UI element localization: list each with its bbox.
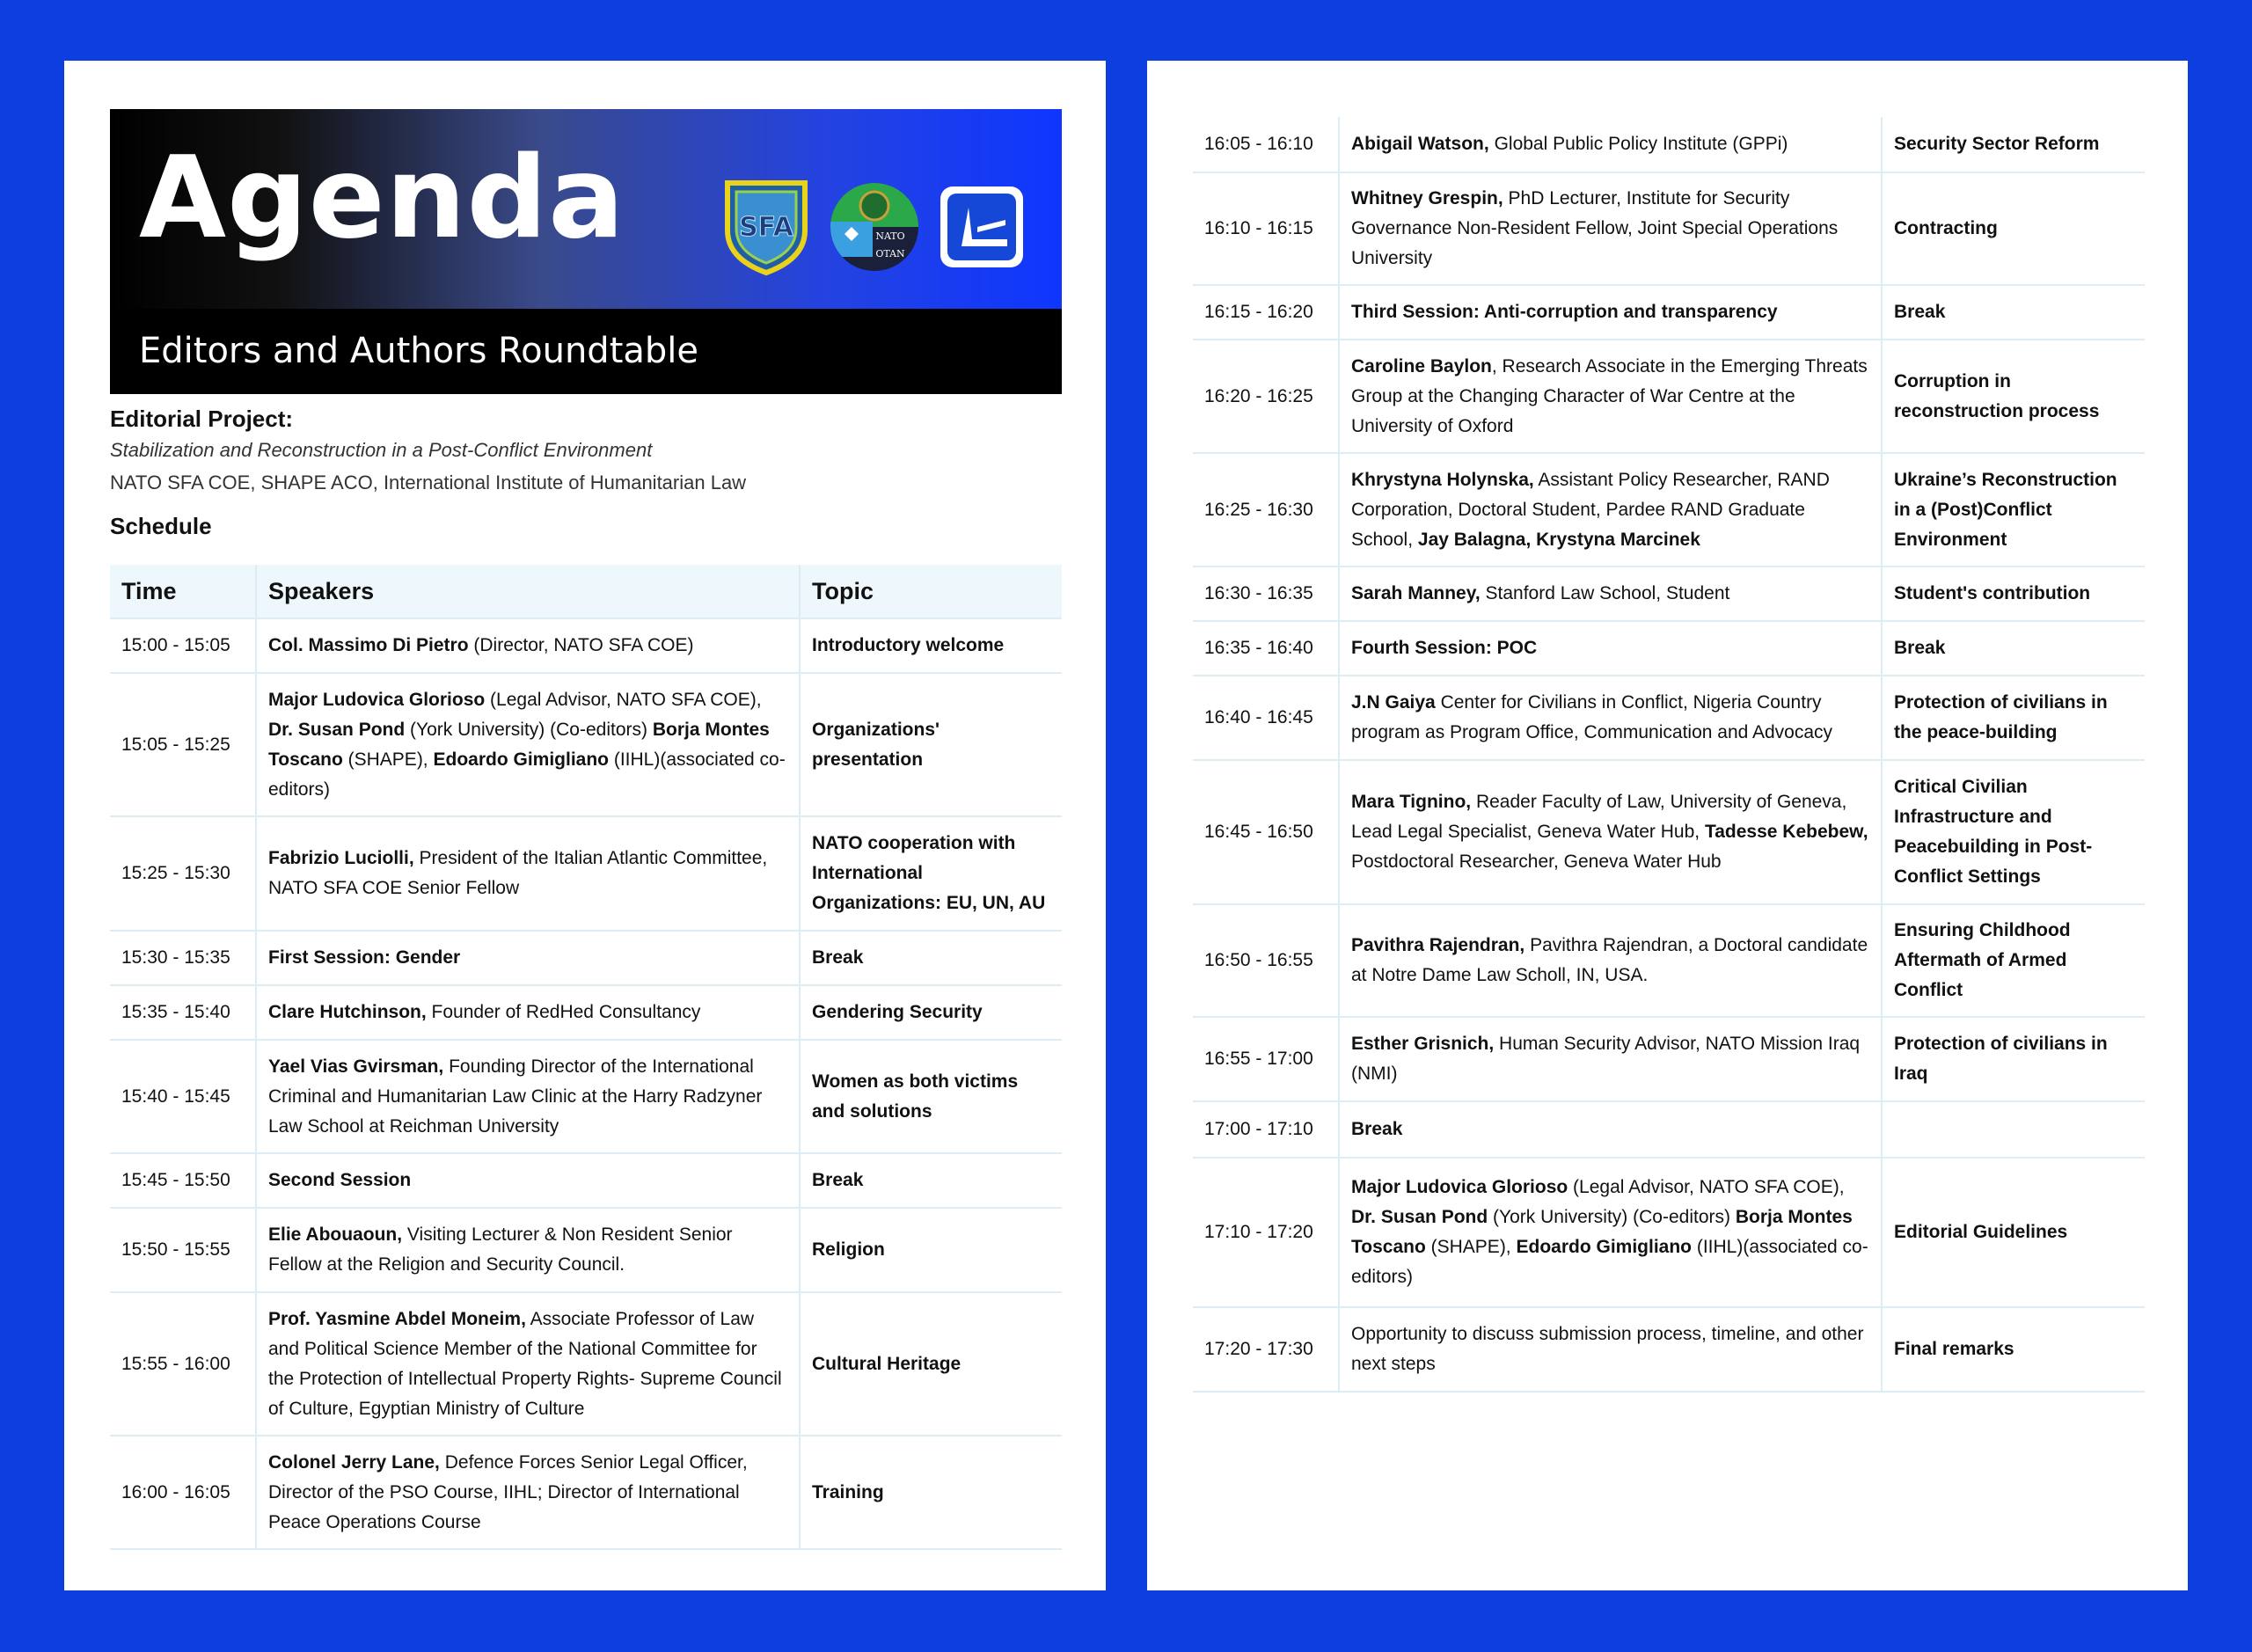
sfa-coe-logo [720,178,812,276]
topic-cell: Break [1882,621,2145,676]
speakers-cell: Sarah Manney, Stanford Law School, Student [1339,567,1882,621]
table-row [1193,904,2145,1017]
editorial-project-title: Stabilization and Reconstruction in a Post-Conflict Environment [110,439,653,461]
time-cell: 16:45 - 16:50 [1193,760,1339,904]
table-row [110,1292,1062,1436]
speakers-cell: Yael Vias Gvirsman, Founding Director of the International Criminal and Humanitarian Law Clinic at the Harry Radzyner Law School at Reichman University [256,1040,800,1153]
table-header-row [110,565,1062,618]
table-row [1193,1101,2145,1158]
schedule-heading: Schedule [110,513,212,539]
speakers-column-header: Speakers [256,565,800,618]
table-row [110,673,1062,816]
topic-cell: Protection of civilians in the peace-building [1882,676,2145,760]
speakers-cell: Third Session: Anti-corruption and transparency [1339,285,1882,340]
time-cell: 17:00 - 17:10 [1193,1101,1339,1158]
agenda-banner [110,109,1062,394]
topic-cell: Corruption in reconstruction process [1882,340,2145,453]
topic-cell: Critical Civilian Infrastructure and Peacebuilding in Post-Conflict Settings [1882,760,2145,904]
speakers-cell: Prof. Yasmine Abdel Moneim, Associate Professor of Law and Political Science Member of the National Committee for the Protection of Intellectual Property Rights- Supreme Council of Culture, Egyptian Ministry of Culture [256,1292,800,1436]
table-row [110,1208,1062,1292]
topic-cell: Protection of civilians in Iraq [1882,1017,2145,1101]
table-row [1193,117,2145,172]
topic-cell: Ensuring Childhood Aftermath of Armed Conflict [1882,904,2145,1017]
time-cell: 16:35 - 16:40 [1193,621,1339,676]
speakers-cell: Opportunity to discuss submission process, timeline, and other next steps [1339,1307,1882,1392]
speakers-cell: First Session: Gender [256,931,800,985]
speakers-cell: Whitney Grespin, PhD Lecturer, Institute for Security Governance Non-Resident Fellow, Joint Special Operations University [1339,172,1882,285]
speakers-cell: Elie Abouaoun, Visiting Lecturer & Non Resident Senior Fellow at the Religion and Security Council. [256,1208,800,1292]
speakers-cell: Pavithra Rajendran, Pavithra Rajendran, a Doctoral candidate at Notre Dame Law Scholl, IN, USA. [1339,904,1882,1017]
topic-cell: Contracting [1882,172,2145,285]
speakers-cell: Second Session [256,1153,800,1208]
topic-cell: Gendering Security [800,985,1062,1040]
speakers-cell: Major Ludovica Glorioso (Legal Advisor, NATO SFA COE), Dr. Susan Pond (York University) (Co-editors) Borja Montes Toscano (SHAPE), Edoardo Gimigliano (IIHL)(associated co-editors) [1339,1158,1882,1307]
table-row [1193,285,2145,340]
topic-cell: Ukraine’s Reconstruction in a (Post)Conflict Environment [1882,453,2145,567]
agenda-page-right [1147,61,2188,1590]
break-cell: Break [1339,1101,1882,1158]
topic-cell: Religion [800,1208,1062,1292]
speakers-cell: Colonel Jerry Lane, Defence Forces Senior Legal Officer, Director of the PSO Course, IIHL; Director of International Peace Operations Course [256,1436,800,1549]
topic-cell: Organizations' presentation [800,673,1062,816]
speakers-cell: Caroline Baylon, Research Associate in the Emerging Threats Group at the Changing Character of War Centre at the University of Oxford [1339,340,1882,453]
speakers-cell: Major Ludovica Glorioso (Legal Advisor, NATO SFA COE), Dr. Susan Pond (York University) (Co-editors) Borja Montes Toscano (SHAPE), Edoardo Gimigliano (IIHL)(associated co-editors) [256,673,800,816]
schedule-table-left [110,565,1062,1550]
nato-otan-logo [829,178,920,276]
time-cell: 16:25 - 16:30 [1193,453,1339,567]
time-cell: 16:20 - 16:25 [1193,340,1339,453]
page-title: Agenda [139,133,625,264]
table-row [110,985,1062,1040]
table-row [110,816,1062,931]
topic-column-header: Topic [800,565,1062,618]
time-cell: 16:30 - 16:35 [1193,567,1339,621]
speakers-cell: J.N Gaiya Center for Civilians in Conflict, Nigeria Country program as Program Office, Communication and Advocacy [1339,676,1882,760]
table-row [1193,172,2145,285]
topic-cell: Security Sector Reform [1882,117,2145,172]
topic-cell: Editorial Guidelines [1882,1158,2145,1307]
time-cell: 15:55 - 16:00 [110,1292,256,1436]
topic-cell [1882,1101,2145,1158]
time-cell: 15:00 - 15:05 [110,618,256,673]
topic-cell: NATO cooperation with International Organizations: EU, UN, AU [800,816,1062,931]
time-cell: 15:40 - 15:45 [110,1040,256,1153]
table-row [110,618,1062,673]
time-cell: 16:40 - 16:45 [1193,676,1339,760]
table-row [110,1153,1062,1208]
topic-cell: Training [800,1436,1062,1549]
topic-cell: Final remarks [1882,1307,2145,1392]
time-cell: 15:45 - 15:50 [110,1153,256,1208]
iihl-logo [937,178,1028,276]
editorial-project-organizations: NATO SFA COE, SHAPE ACO, International Institute of Humanitarian Law [110,471,747,493]
time-cell: 15:05 - 15:25 [110,673,256,816]
time-cell: 16:00 - 16:05 [110,1436,256,1549]
table-row [1193,1158,2145,1307]
speakers-cell: Fabrizio Luciolli, President of the Italian Atlantic Committee, NATO SFA COE Senior Fellow [256,816,800,931]
table-row [1193,1017,2145,1101]
table-row [1193,676,2145,760]
time-cell: 16:15 - 16:20 [1193,285,1339,340]
time-cell: 16:10 - 16:15 [1193,172,1339,285]
schedule-table-right [1193,117,2145,1393]
time-column-header: Time [110,565,256,618]
svg-text:OTAN: OTAN [875,248,905,259]
speakers-cell: Mara Tignino, Reader Faculty of Law, University of Geneva, Lead Legal Specialist, Geneva Water Hub, Tadesse Kebebew, Postdoctoral Researcher, Geneva Water Hub [1339,760,1882,904]
time-cell: 15:25 - 15:30 [110,816,256,931]
table-row [1193,453,2145,567]
topic-cell: Cultural Heritage [800,1292,1062,1436]
table-row [1193,621,2145,676]
topic-cell: Introductory welcome [800,618,1062,673]
editorial-project-label: Editorial Project: [110,406,294,432]
page-subtitle: Editors and Authors Roundtable [110,309,1062,394]
speakers-cell: Khrystyna Holynska, Assistant Policy Researcher, RAND Corporation, Doctoral Student, Pardee RAND Graduate School, Jay Balagna, Krystyna Marcinek [1339,453,1882,567]
time-cell: 17:10 - 17:20 [1193,1158,1339,1307]
table-row [1193,567,2145,621]
time-cell: 17:20 - 17:30 [1193,1307,1339,1392]
speakers-cell: Esther Grisnich, Human Security Advisor, NATO Mission Iraq (NMI) [1339,1017,1882,1101]
time-cell: 15:35 - 15:40 [110,985,256,1040]
time-cell: 15:50 - 15:55 [110,1208,256,1292]
time-cell: 16:55 - 17:00 [1193,1017,1339,1101]
table-row [1193,760,2145,904]
speakers-cell: Col. Massimo Di Pietro (Director, NATO SFA COE) [256,618,800,673]
svg-text:NATO: NATO [875,230,905,242]
time-cell: 16:05 - 16:10 [1193,117,1339,172]
agenda-page-left [64,61,1106,1590]
speakers-cell: Clare Hutchinson, Founder of RedHed Consultancy [256,985,800,1040]
topic-cell: Break [800,1153,1062,1208]
table-row [110,931,1062,985]
topic-cell: Women as both victims and solutions [800,1040,1062,1153]
topic-cell: Break [800,931,1062,985]
speakers-cell: Fourth Session: POC [1339,621,1882,676]
svg-text:SFA: SFA [739,212,793,243]
topic-cell: Student's contribution [1882,567,2145,621]
time-cell: 16:50 - 16:55 [1193,904,1339,1017]
time-cell: 15:30 - 15:35 [110,931,256,985]
table-row [1193,340,2145,453]
topic-cell: Break [1882,285,2145,340]
table-row [110,1436,1062,1549]
speakers-cell: Abigail Watson, Global Public Policy Institute (GPPi) [1339,117,1882,172]
table-row [1193,1307,2145,1392]
table-row [110,1040,1062,1153]
